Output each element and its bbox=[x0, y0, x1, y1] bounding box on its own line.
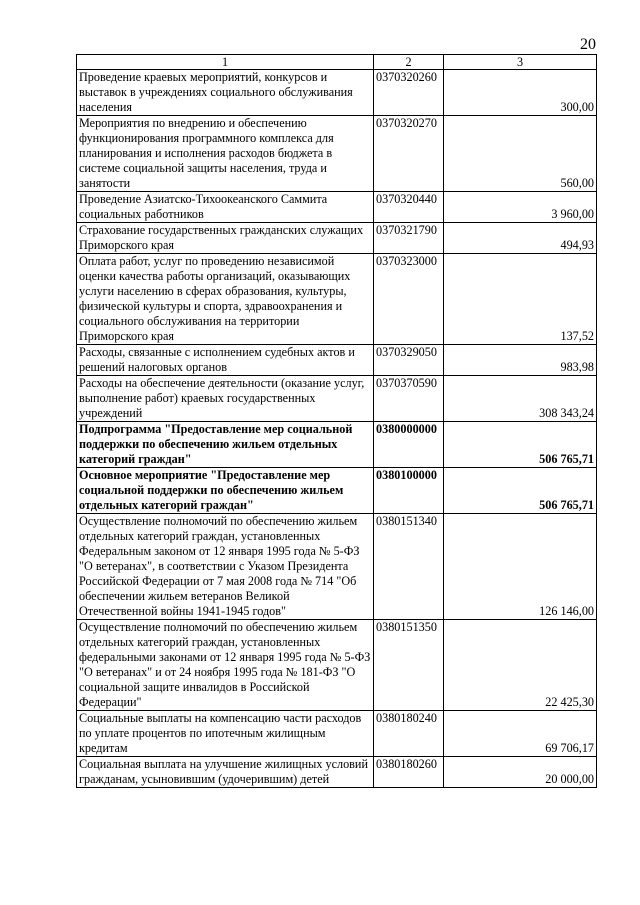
row-amount: 560,00 bbox=[444, 116, 597, 192]
row-code: 0370321790 bbox=[374, 223, 444, 254]
row-amount: 506 765,71 bbox=[444, 422, 597, 468]
row-name: Расходы, связанные с исполнением судебных актов и решений налоговых органов bbox=[77, 345, 374, 376]
table-row bbox=[77, 376, 597, 422]
row-name: Социальная выплата на улучшение жилищных условий гражданам, усыновившим (удочерившим) детей bbox=[77, 757, 374, 788]
row-code: 0380151340 bbox=[374, 514, 444, 620]
table-row bbox=[77, 70, 597, 116]
table-row bbox=[77, 620, 597, 711]
row-code: 0370370590 bbox=[374, 376, 444, 422]
row-name: Расходы на обеспечение деятельности (оказание услуг, выполнение работ) краевых государственных учреждений bbox=[77, 376, 374, 422]
row-amount: 3 960,00 bbox=[444, 192, 597, 223]
table-row bbox=[77, 711, 597, 757]
table-row bbox=[77, 192, 597, 223]
row-code: 0380000000 bbox=[374, 422, 444, 468]
column-header-2: 2 bbox=[374, 55, 444, 70]
table-row bbox=[77, 422, 597, 468]
row-code: 0380180260 bbox=[374, 757, 444, 788]
row-name: Основное мероприятие "Предоставление мер социальной поддержки по обеспечению жильем отдельных категорий граждан" bbox=[77, 468, 374, 514]
row-amount: 126 146,00 bbox=[444, 514, 597, 620]
column-header-1: 1 bbox=[77, 55, 374, 70]
row-code: 0380100000 bbox=[374, 468, 444, 514]
row-name: Подпрограмма "Предоставление мер социальной поддержки по обеспечению жильем отдельных категорий граждан" bbox=[77, 422, 374, 468]
row-name: Мероприятия по внедрению и обеспечению функционирования программного комплекса для планирования и исполнения расходов бюджета в системе социальной защиты населения, труда и занятости bbox=[77, 116, 374, 192]
row-amount: 308 343,24 bbox=[444, 376, 597, 422]
row-amount: 69 706,17 bbox=[444, 711, 597, 757]
table-header-row bbox=[77, 55, 597, 70]
row-code: 0370323000 bbox=[374, 254, 444, 345]
table-row bbox=[77, 468, 597, 514]
table-row bbox=[77, 223, 597, 254]
row-code: 0370329050 bbox=[374, 345, 444, 376]
row-amount: 20 000,00 bbox=[444, 757, 597, 788]
row-amount: 506 765,71 bbox=[444, 468, 597, 514]
table-row bbox=[77, 514, 597, 620]
row-name: Социальные выплаты на компенсацию части расходов по уплате процентов по ипотечным жилищным кредитам bbox=[77, 711, 374, 757]
table-row bbox=[77, 757, 597, 788]
row-amount: 983,98 bbox=[444, 345, 597, 376]
row-code: 0370320440 bbox=[374, 192, 444, 223]
row-code: 0380180240 bbox=[374, 711, 444, 757]
budget-table bbox=[76, 54, 597, 788]
row-amount: 494,93 bbox=[444, 223, 597, 254]
row-code: 0370320270 bbox=[374, 116, 444, 192]
row-name: Проведение краевых мероприятий, конкурсов и выставок в учреждениях социального обслуживания населения bbox=[77, 70, 374, 116]
row-amount: 300,00 bbox=[444, 70, 597, 116]
table-row bbox=[77, 116, 597, 192]
row-name: Оплата работ, услуг по проведению независимой оценки качества работы организаций, оказывающих услуги населению в сферах образования, культуры, физической культуры и спорта, здравоохранения и социального обслуживания на территории Приморского края bbox=[77, 254, 374, 345]
row-name: Страхование государственных гражданских служащих Приморского края bbox=[77, 223, 374, 254]
row-name: Осуществление полномочий по обеспечению жильем отдельных категорий граждан, установленных федеральными законами от 12 января 1995 года № 5-ФЗ "О ветеранах" и от 24 ноября 1995 года № 181-ФЗ "О социальной защите инвалидов в Российской Федерации" bbox=[77, 620, 374, 711]
row-code: 0370320260 bbox=[374, 70, 444, 116]
row-name: Проведение Азиатско-Тихоокеанского Саммита социальных работников bbox=[77, 192, 374, 223]
row-code: 0380151350 bbox=[374, 620, 444, 711]
page-number: 20 bbox=[580, 36, 596, 53]
row-amount: 22 425,30 bbox=[444, 620, 597, 711]
row-amount: 137,52 bbox=[444, 254, 597, 345]
table-row bbox=[77, 345, 597, 376]
column-header-3: 3 bbox=[444, 55, 597, 70]
table-row bbox=[77, 254, 597, 345]
row-name: Осуществление полномочий по обеспечению жильем отдельных категорий граждан, установленных Федеральным законом от 12 января 1995 года № 5-ФЗ "О ветеранах", в соответствии с Указом Президента Российской Федерации от 7 мая 2008 года № 714 "Об обеспечении жильем ветеранов Великой Отечественной войны 1941-1945 годов" bbox=[77, 514, 374, 620]
